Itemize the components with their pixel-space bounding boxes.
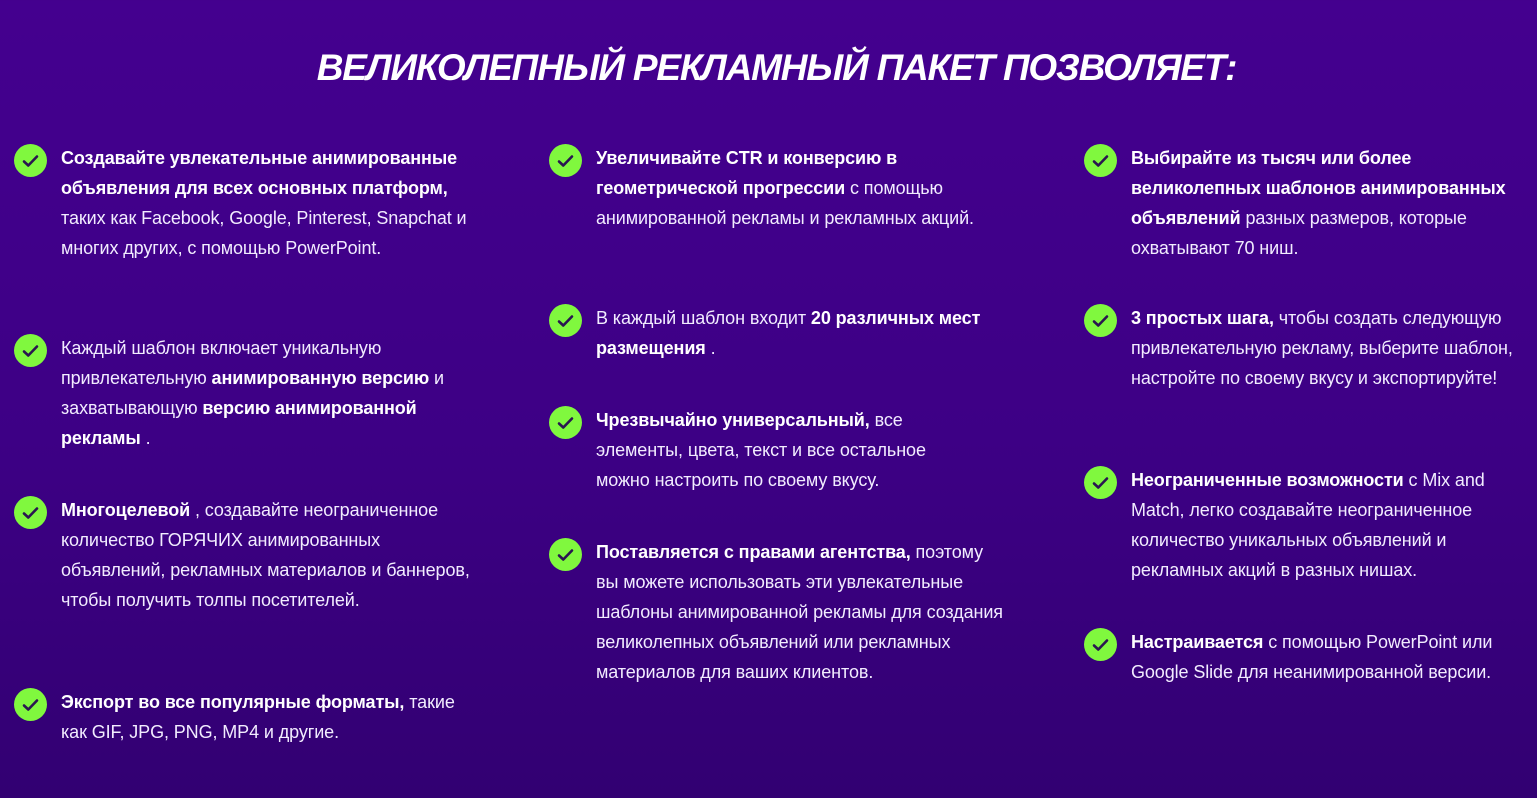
feature-body-text: с помощью анимированной рекламы и рекламных акций.: [596, 178, 974, 228]
check-circle-icon: [1084, 628, 1117, 661]
feature-bold-text: анимированную версию: [211, 368, 430, 388]
feature-bold-text: Неограниченные возможности: [1131, 470, 1404, 490]
feature-body-text: такие как GIF, JPG, PNG, MP4 и другие.: [61, 692, 455, 742]
feature-bold-text: Поставляется с правами агентства,: [596, 542, 911, 562]
feature-text: [1131, 143, 1531, 263]
check-circle-icon: [14, 688, 47, 721]
feature-text: [61, 495, 484, 615]
check-circle-icon: [549, 304, 582, 337]
feature-text: [596, 303, 1016, 363]
feature-body-text: .: [140, 428, 151, 448]
check-circle-icon: [1084, 304, 1117, 337]
feature-text: [61, 143, 484, 263]
feature-bold-text: Создавайте увлекательные анимированные объявления для всех основных платформ,: [61, 148, 458, 198]
feature-bold-text: 3 простых шага,: [1131, 308, 1274, 328]
feature-bold-text: Чрезвычайно универсальный,: [596, 410, 870, 430]
feature-text: [596, 405, 976, 495]
feature-body-text: поэтому вы можете использовать эти увлекательные шаблоны анимированной рекламы для создания великолепных объявлений или рекламных материалов для ваших клиентов.: [596, 542, 1003, 682]
feature-bold-text: Экспорт во все популярные форматы,: [61, 692, 405, 712]
feature-text: [61, 687, 484, 747]
feature-body-text: и захватывающую: [61, 368, 444, 418]
feature-text: [1131, 303, 1531, 393]
feature-body-text: все элементы, цвета, текст и все остальное можно настроить по своему вкусу.: [596, 410, 926, 490]
feature-body-text: таких как Facebook, Google, Pinterest, Snapchat и многих других, с помощью PowerPoint.: [61, 208, 467, 258]
check-circle-icon: [549, 538, 582, 571]
feature-item: [14, 143, 484, 263]
feature-text: [61, 333, 484, 453]
feature-body-text: , создавайте неограниченное количество ГОРЯЧИХ анимированных объявлений, рекламных материалов и баннеров, чтобы получить толпы посетителей.: [61, 500, 470, 610]
check-circle-icon: [14, 334, 47, 367]
feature-item: [14, 495, 484, 615]
feature-body-text: В каждый шаблон входит: [596, 308, 811, 328]
feature-body-text: разных размеров, которые охватывают 70 ниш.: [1131, 208, 1467, 258]
feature-bold-text: Многоцелевой: [61, 500, 191, 520]
feature-body-text: с помощью PowerPoint или Google Slide для неанимированной версии.: [1131, 632, 1493, 682]
feature-item: [549, 303, 1016, 363]
feature-item: [14, 687, 484, 747]
feature-body-text: Каждый шаблон включает уникальную привлекательную: [61, 338, 382, 388]
page-title: ВЕЛИКОЛЕПНЫЙ РЕКЛАМНЫЙ ПАКЕТ ПОЗВОЛЯЕТ:: [316, 47, 1237, 88]
check-circle-icon: [1084, 144, 1117, 177]
feature-item: [1084, 465, 1521, 585]
check-circle-icon: [549, 406, 582, 439]
feature-text: [1131, 465, 1521, 585]
feature-item: [549, 537, 1006, 687]
feature-item: [1084, 627, 1531, 687]
feature-text: [596, 537, 1006, 687]
feature-bold-text: версию анимированной рекламы: [61, 398, 417, 448]
feature-text: [596, 143, 1006, 233]
check-circle-icon: [14, 144, 47, 177]
feature-bold-text: Выбирайте из тысяч или более великолепных шаблонов анимированных объявлений: [1131, 148, 1506, 228]
feature-item: [14, 333, 484, 453]
feature-item: [1084, 143, 1531, 263]
feature-body-text: чтобы создать следующую привлекательную рекламу, выберите шаблон, настройте по своему вкусу и экспортируйте!: [1131, 308, 1513, 388]
check-circle-icon: [14, 496, 47, 529]
feature-bold-text: 20 различных мест размещения: [596, 308, 981, 358]
feature-body-text: .: [705, 338, 716, 358]
feature-item: [1084, 303, 1531, 393]
check-circle-icon: [1084, 466, 1117, 499]
feature-item: [549, 405, 976, 495]
feature-bold-text: Настраивается: [1131, 632, 1264, 652]
feature-bold-text: Увеличивайте CTR и конверсию в геометрической прогрессии: [596, 148, 898, 198]
feature-item: [549, 143, 1006, 233]
feature-body-text: с Mix and Match, легко создавайте неограниченное количество уникальных объявлений и рекламных акций в разных нишах.: [1131, 470, 1485, 580]
check-circle-icon: [549, 144, 582, 177]
feature-text: [1131, 627, 1531, 687]
